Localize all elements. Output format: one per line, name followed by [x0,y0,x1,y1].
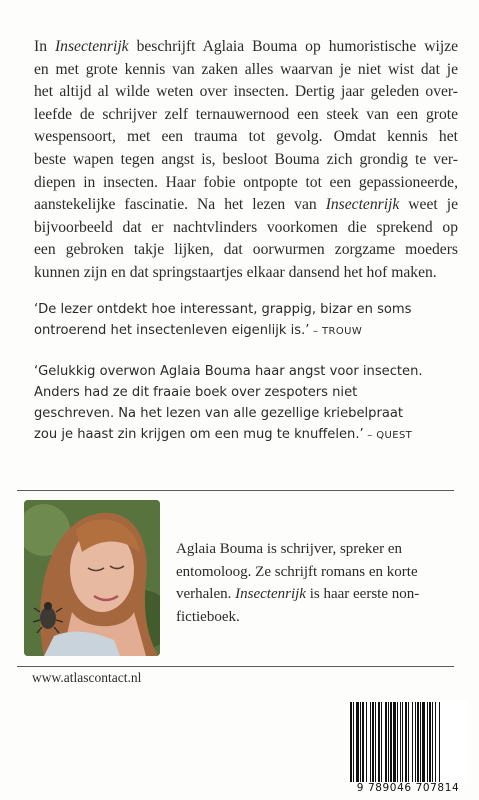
blurb-line: wespensoort, met een trauma tot gevolg. Omdat kennis het [34,128,458,146]
review-quote-trouw [34,299,458,342]
author-photo [24,500,160,656]
author-bio [176,538,446,628]
barcode-bar [435,702,436,782]
barcode-bar [417,702,419,782]
barcode-bar [350,702,352,782]
barcode-bar [429,702,431,782]
quote-text: ontroerend het insectenleven eigenlijk is.’ [34,323,310,338]
quote-line [34,424,458,446]
quote-line: Anders had ze dit fraaie boek over zespoters niet [34,385,358,400]
barcode-bar [427,702,428,782]
blurb-line: een gebroken takje lijken, dat oorwurmen zorgzame moeders [34,241,458,259]
quote-source: – TROUW [309,326,363,337]
barcode-bar [356,702,359,782]
book-title: Insectenrijk [235,586,306,602]
author-portrait-illustration [24,500,160,656]
quote-line: ‘Gelukkig overwon Aglaia Bouma haar angst voor insecten. [34,364,423,379]
bio-line: Aglaia Bouma is schrijver, spreker en [176,541,402,557]
barcode-bar [393,702,396,782]
barcode-bar [385,702,387,782]
blurb-text: beschrijft Aglaia Bouma op humoristische wijze [128,38,458,55]
blurb-line: diepen in insecten. Haar fobie ontpopte tot een gepassioneerde, [34,173,458,191]
blurb-text: weet je [399,196,458,214]
blurb-line [34,194,458,217]
quote-source: – QUEST [363,430,413,441]
barcode-bar [420,702,421,782]
quote-text: zou je haast zin krijgen om een mug te knuffelen.’ [34,427,364,442]
barcode-bar [422,702,425,782]
bio-line: entomoloog. Ze schrijft romans en korte [176,563,418,580]
barcode-bar [397,702,398,782]
bio-text: is haar eerste non- [305,586,420,602]
barcode-bar [412,702,413,782]
barcode-bar [408,702,409,782]
divider [17,490,454,491]
barcode-bar [362,702,364,782]
bio-line [176,583,446,606]
barcode-bar [400,702,401,782]
blurb-line: beste wapen tegen angst is, besloot Bouma zich grondig te ver- [34,150,458,168]
barcode-bar [372,702,374,782]
barcode-bar [432,702,433,782]
quote-line: geschreven. Na het lezen van alle gezellige kriebelpraat [34,406,404,421]
book-title: Insectenrijk [325,196,400,214]
back-cover-blurb [34,36,458,285]
blurb-text: In [34,38,55,55]
barcode-bar [439,702,440,782]
blurb-line: het altijd al wilde weten over insecten. Dertig jaar geleden over- [34,83,458,101]
isbn-number: 9 789046 707814 [356,782,460,794]
publisher-website: www.atlascontact.nl [32,670,142,685]
divider [17,666,454,667]
bio-line: fictieboek. [176,608,240,625]
quote-line: ‘De lezer ontdekt hoe interessant, grappig, bizar en soms [34,302,412,317]
barcode-bar [402,702,403,782]
quote-line [34,320,458,342]
barcode-bar [388,702,389,782]
barcode-bar [366,702,367,782]
barcode-bar [415,702,416,782]
blurb-line: bijvoorbeeld dat er nachtvlinders voorkomen die sprekend op [34,218,458,236]
barcode-bar [405,702,407,782]
barcode-bar [360,702,361,782]
bio-text: verhalen. [176,586,236,602]
blurb-line: kunnen zijn en dat springstaartjes elkaar dansend het hof maken. [34,263,437,281]
barcode-bar [390,702,392,782]
barcode-bar [381,702,382,782]
barcode-bar [375,702,376,782]
barcode-bar [353,702,354,782]
barcode-bar [378,702,380,782]
blurb-text: aanstekelijke fascinatie. Na het lezen van [34,196,326,214]
isbn-barcode [346,700,468,784]
review-quote-quest [34,361,458,446]
barcode-bar [370,702,371,782]
book-title: Insectenrijk [54,38,129,55]
blurb-line: leefde de schrijver zelf ternauwernood een steek van een grote [34,105,458,123]
blurb-line: en met grote kennis van zaken alles waarvan je niet wist dat je [34,60,458,78]
barcode-bars [346,700,468,784]
blurb-line [34,36,458,59]
